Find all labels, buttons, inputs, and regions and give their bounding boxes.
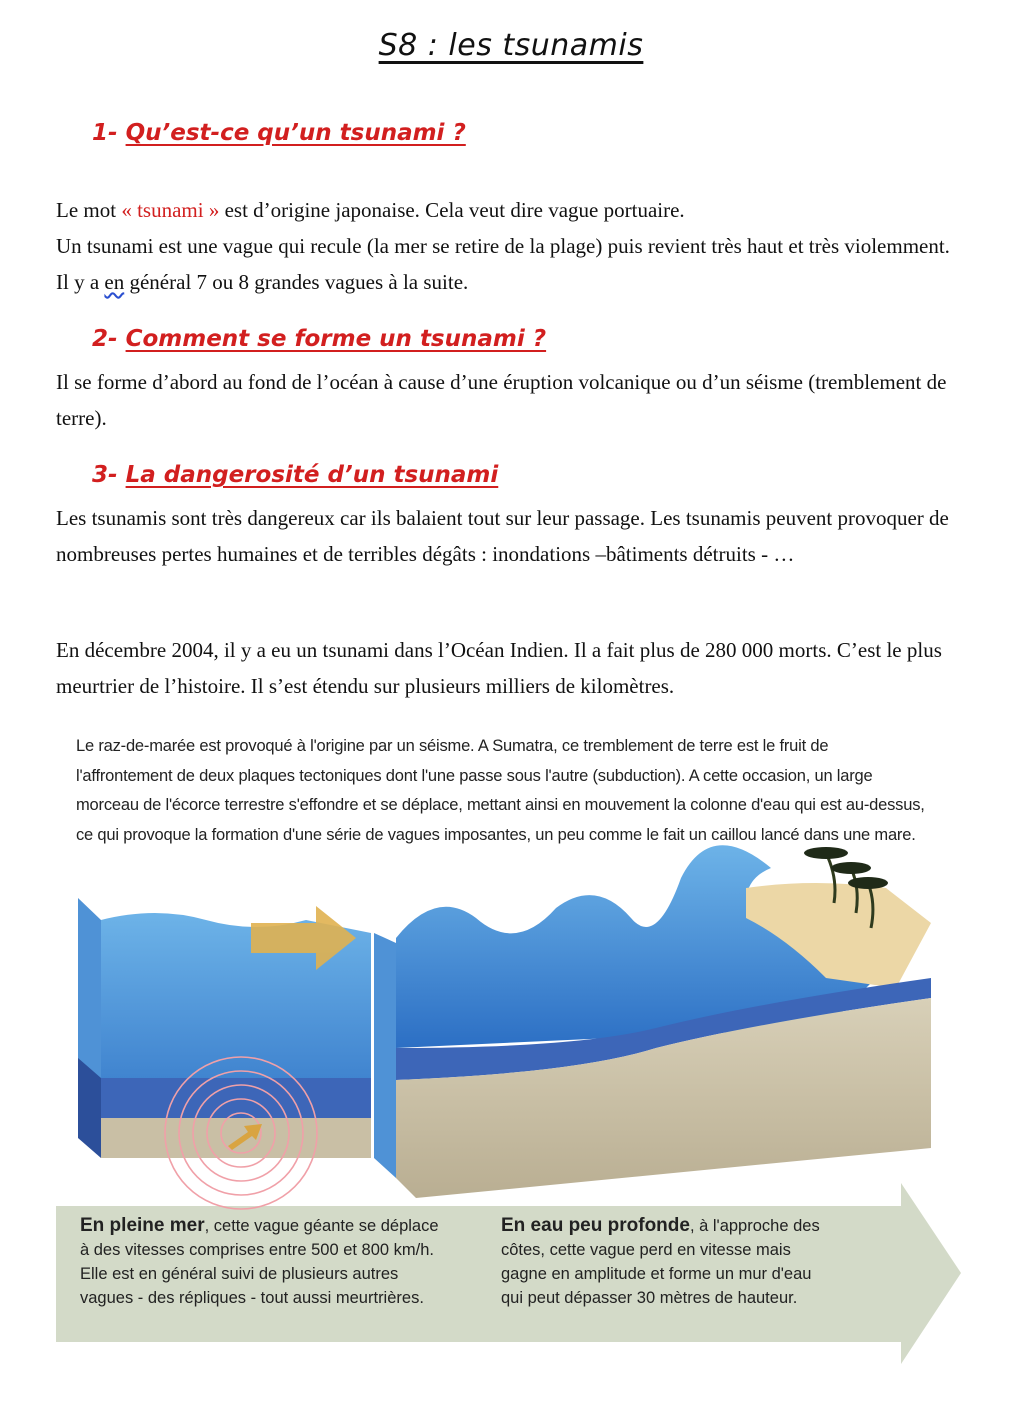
section-3-heading xyxy=(92,462,498,488)
open-sea-text: En pleine mer, cette vague géante se déplace à des vitesses comprises entre 500 et 800 km/h. Elle est en général suivi de plusieurs autres vagues - des répliques - tout aussi meurtrières. xyxy=(80,1215,439,1307)
section-2-heading xyxy=(92,326,546,352)
section-3-title: La dangerosité d’un tsunami xyxy=(125,462,499,488)
tsunami-word: « tsunami » xyxy=(121,198,220,222)
shallow-water-label: En eau peu profonde xyxy=(501,1215,690,1236)
section-1-heading xyxy=(92,120,466,146)
palm-leaves xyxy=(804,847,888,889)
shallow-water-text: En eau peu profonde, à l'approche des côtes, cette vague perd en vitesse mais gagne en amplitude et forme un mur d'eau qui peut dépasser 30 mètres de hauteur. xyxy=(501,1215,820,1307)
section-2-title: Comment se forme un tsunami ? xyxy=(125,326,547,352)
section-1-title: Qu’est-ce qu’un tsunami ? xyxy=(125,120,466,146)
paragraph-formation: Il se forme d’abord au fond de l’océan à cause d’une éruption volcanique ou d’un séisme (tremblement de terre). xyxy=(56,370,947,430)
shallow-water-block xyxy=(374,845,931,1198)
paragraph-danger: Les tsunamis sont très dangereux car ils balaient tout sur leur passage. Les tsunamis peuvent provoquer de nombreuses pertes humaines et de terribles dégâts : inondations –bâtiments détruits - … xyxy=(56,506,949,566)
section-1-number: 1- xyxy=(92,120,118,146)
paragraph-definition: Le mot « tsunami » est d’origine japonaise. Cela veut dire vague portuaire. Un tsunami est une vague qui recule (la mer se retire de la plage) puis revient très haut et très violemment. Il y a en général 7 ou 8 grandes vagues à la suite. xyxy=(56,198,950,294)
page-title: S8 : les tsunamis xyxy=(378,28,644,63)
figure-caption: Le raz-de-marée est provoqué à l'origine par un séisme. A Sumatra, ce tremblement de terre est le fruit de l'affrontement de deux plaques tectoniques dont l'une passe sous l'autre (subduction). A cette occasion, un large morceau de l'écorce terrestre s'effondre et se déplace, mettant ainsi en mouvement la colonne d'eau qui est au-dessus, ce qui provoque la formation d'une série de vagues imposantes, un peu comme le fait un caillou lancé dans une mare. xyxy=(76,737,925,844)
tsunami-figure xyxy=(56,728,964,1368)
section-2-number: 2- xyxy=(92,326,118,352)
section-3-number: 3- xyxy=(92,462,118,488)
open-sea-label: En pleine mer xyxy=(80,1215,205,1236)
spellcheck-word: en xyxy=(104,270,125,294)
paragraph-2004: En décembre 2004, il y a eu un tsunami dans l’Océan Indien. Il a fait plus de 280 000 morts. C’est le plus meurtrier de l’histoire. Il s’est étendu sur plusieurs milliers de kilomètres. xyxy=(56,638,942,698)
